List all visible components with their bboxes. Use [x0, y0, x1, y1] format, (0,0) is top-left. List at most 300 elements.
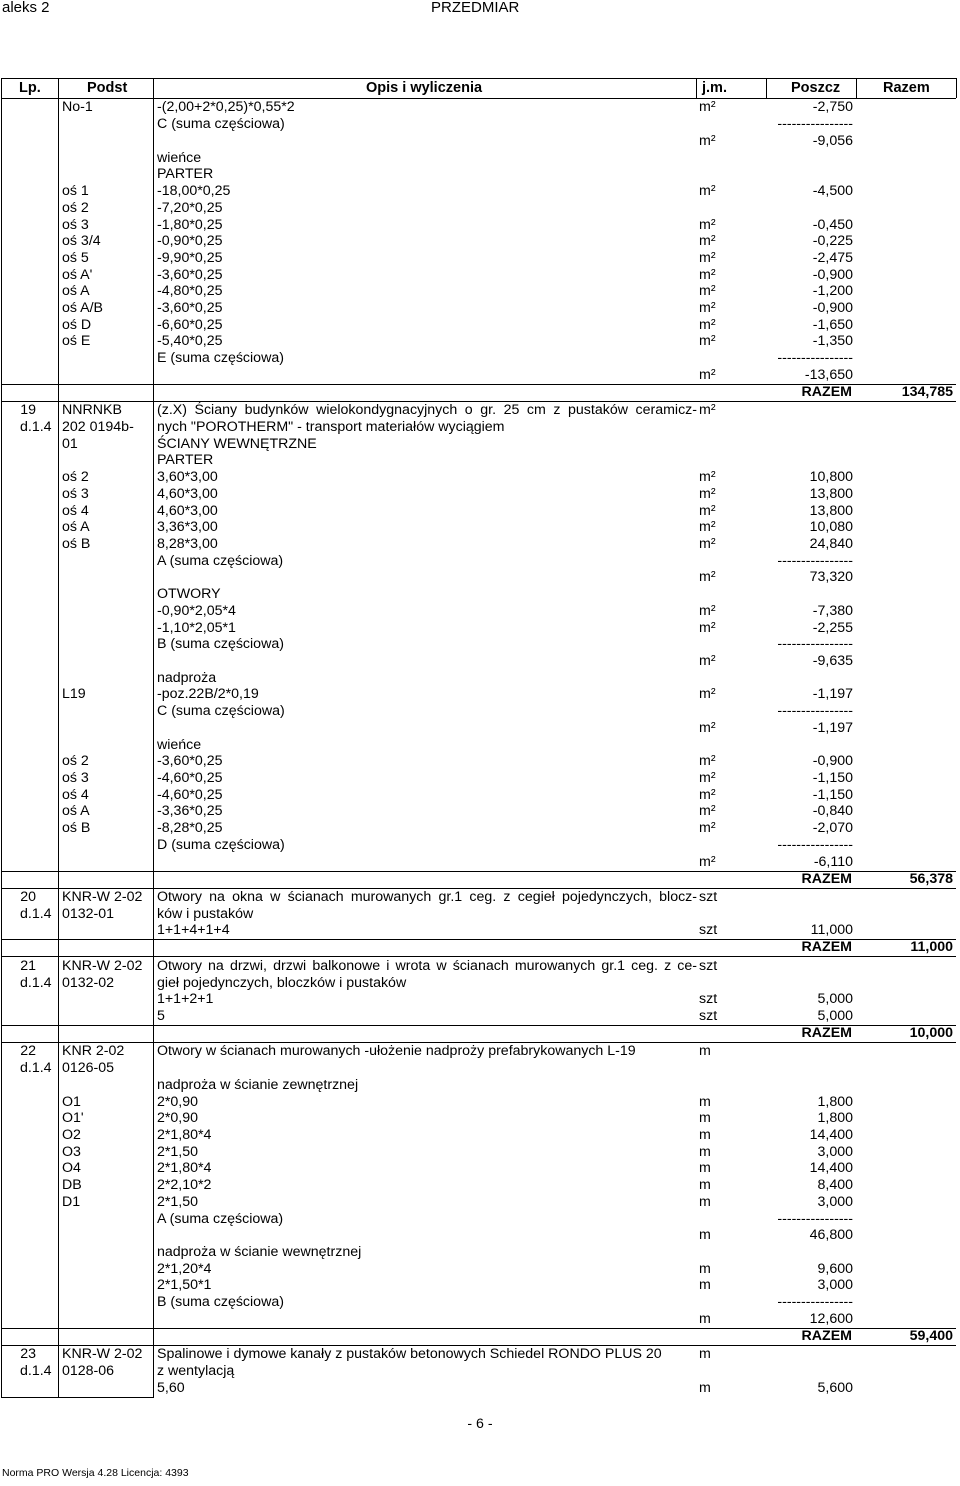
row-lp-sub: d.1.4: [20, 419, 52, 435]
row-poszcz: -1,197: [812, 720, 853, 736]
row-podstawa: 01: [62, 436, 78, 452]
row-jm: m²: [699, 503, 716, 519]
row-lp-sub: d.1.4: [20, 1060, 52, 1076]
table-row: [0, 1110, 960, 1127]
row-opis: B (suma częściowa): [157, 1294, 284, 1310]
table-row: [0, 553, 960, 570]
row-podstawa: oś 1: [62, 183, 89, 199]
row-opis: E (suma częściowa): [157, 350, 284, 366]
row-poszcz: ----------------: [777, 837, 853, 853]
table-row: [0, 1261, 960, 1278]
table-row: [0, 317, 960, 334]
row-opis: -6,60*0,25: [157, 317, 223, 333]
table-row: [0, 116, 960, 133]
table-row: [0, 670, 960, 687]
row-opis: gieł pojedynczych, bloczków i pustaków: [157, 975, 407, 991]
row-razem-value: 11,000: [910, 939, 953, 955]
row-poszcz: 5,600: [817, 1380, 853, 1396]
row-podstawa: oś A/B: [62, 300, 104, 316]
row-jm: m²: [699, 99, 716, 115]
row-jm: m²: [699, 720, 716, 736]
row-opis: 5: [157, 1008, 165, 1024]
row-jm: m²: [699, 300, 716, 316]
table-row: [0, 486, 960, 503]
row-jm: m²: [699, 569, 716, 585]
table-row: [0, 871, 960, 888]
table-row: [0, 1294, 960, 1311]
row-poszcz: -1,350: [812, 333, 853, 349]
row-jm: m: [699, 1194, 711, 1210]
table-rule-bottom: [1, 1397, 154, 1398]
table-row: [0, 283, 960, 300]
row-jm: m²: [699, 402, 716, 418]
table-row: [0, 1060, 960, 1077]
row-jm: m²: [699, 469, 716, 485]
row-razem-value: 56,378: [909, 871, 953, 887]
table-row: [0, 820, 960, 837]
row-lp: 20: [20, 889, 36, 905]
table-row: [0, 753, 960, 770]
row-razem-value: 59,400: [909, 1328, 953, 1344]
row-opis: 4,60*3,00: [157, 486, 218, 502]
page-header: [0, 0, 960, 20]
row-opis: B (suma częściowa): [157, 636, 284, 652]
table-row: [0, 300, 960, 317]
row-opis: -poz.22B/2*0,19: [157, 686, 259, 702]
row-opis: -18,00*0,25: [157, 183, 231, 199]
row-opis: -(2,00+2*0,25)*0,55*2: [157, 99, 295, 115]
header-rule-top: [1, 78, 956, 79]
table-border-right: [956, 78, 957, 98]
table-row: [0, 536, 960, 553]
table-row: [0, 922, 960, 939]
row-poszcz: 24,840: [809, 536, 853, 552]
row-opis: 2*1,80*4: [157, 1127, 212, 1143]
row-podstawa: oś A: [62, 803, 90, 819]
row-podstawa: oś A: [62, 519, 90, 535]
row-podstawa: KNR-W 2-02: [62, 889, 143, 905]
row-poszcz: 14,400: [809, 1160, 853, 1176]
row-poszcz: -13,650: [804, 367, 853, 383]
table-row: [0, 1380, 960, 1397]
table-row: [0, 991, 960, 1008]
row-opis: wieńce: [157, 150, 202, 166]
row-poszcz: 3,000: [817, 1194, 853, 1210]
row-jm: m²: [699, 519, 716, 535]
row-jm: m: [699, 1177, 711, 1193]
row-jm: m²: [699, 486, 716, 502]
row-opis: 2*0,90: [157, 1094, 199, 1110]
row-podstawa: 0132-02: [62, 975, 115, 991]
row-poszcz: -9,635: [812, 653, 853, 669]
row-opis: -5,40*0,25: [157, 333, 223, 349]
row-opis: 4,60*3,00: [157, 503, 218, 519]
row-podstawa: KNR-W 2-02: [62, 1346, 143, 1362]
table-row: [0, 99, 960, 116]
table-row: [0, 737, 960, 754]
table-row: [0, 350, 960, 367]
row-poszcz: 5,000: [817, 1008, 853, 1024]
col-divider-4: [766, 78, 767, 98]
row-poszcz: -1,650: [812, 317, 853, 333]
row-poszcz: -2,750: [812, 99, 853, 115]
table-row: [0, 519, 960, 536]
table-row: [0, 958, 960, 975]
row-opis: 2*1,20*4: [157, 1261, 212, 1277]
row-poszcz: ----------------: [777, 1211, 853, 1227]
row-podstawa: L19: [62, 686, 86, 702]
table-row: [0, 1043, 960, 1060]
table-row: [0, 233, 960, 250]
row-opis: [157, 402, 697, 418]
row-podstawa: oś A': [62, 267, 93, 283]
row-podstawa: No-1: [62, 99, 93, 115]
row-razem-value: 10,000: [909, 1025, 953, 1041]
row-jm: m²: [699, 283, 716, 299]
row-poszcz: 8,400: [817, 1177, 853, 1193]
row-jm: m: [699, 1094, 711, 1110]
table-row: [0, 854, 960, 871]
row-opis: -3,60*0,25: [157, 300, 223, 316]
row-opis: D (suma częściowa): [157, 837, 285, 853]
table-row: [0, 569, 960, 586]
row-poszcz: 10,800: [809, 469, 853, 485]
row-jm: m²: [699, 367, 716, 383]
row-jm: m²: [699, 753, 716, 769]
row-podstawa: oś A: [62, 283, 90, 299]
table-row: [0, 975, 960, 992]
row-opis: 2*1,50: [157, 1144, 199, 1160]
table-row: [0, 150, 960, 167]
row-podstawa: oś 5: [62, 250, 89, 266]
row-opis: -4,60*0,25: [157, 770, 223, 786]
table-row: [0, 837, 960, 854]
row-opis: 3,36*3,00: [157, 519, 218, 535]
table-row: [0, 1177, 960, 1194]
row-poszcz: 1,800: [817, 1094, 853, 1110]
row-opis: 2*1,50*1: [157, 1277, 212, 1293]
table-row: [0, 1008, 960, 1025]
table-row: [0, 333, 960, 350]
row-podstawa: oś B: [62, 536, 91, 552]
row-podstawa: oś B: [62, 820, 91, 836]
row-opis: 5,60: [157, 1380, 185, 1396]
row-jm: m²: [699, 333, 716, 349]
row-poszcz: ----------------: [777, 703, 853, 719]
row-lp-sub: d.1.4: [20, 1363, 52, 1379]
row-poszcz: -1,197: [812, 686, 853, 702]
row-jm: m²: [699, 536, 716, 552]
table-row: [0, 1346, 960, 1363]
row-podstawa: oś E: [62, 333, 91, 349]
table-row: [0, 906, 960, 923]
row-opis: wieńce: [157, 737, 202, 753]
footer-license: Norma PRO Wersja 4.28 Licencja: 4393: [2, 1467, 189, 1479]
row-opis: [157, 889, 697, 905]
row-poszcz: 11,000: [810, 922, 853, 938]
row-opis: Otwory w ścianach murowanych -ułożenie nadproży prefabrykowanych L-19: [157, 1043, 636, 1059]
table-row: [0, 250, 960, 267]
row-opis-text: Otwory na drzwi, drzwi balkonowe i wrota w ścianach murowanych gr.1 ceg. z ce-: [157, 958, 697, 974]
row-jm: m²: [699, 250, 716, 266]
row-razem-label: RAZEM: [801, 1025, 852, 1041]
table-row: [0, 620, 960, 637]
row-opis-text: Otwory na okna w ścianach murowanych gr.1 ceg. z cegieł pojedynczych, blocz-: [157, 889, 697, 905]
col-poszcz: Poszcz: [791, 80, 841, 96]
row-opis: 2*1,50: [157, 1194, 199, 1210]
row-opis: nadproża: [157, 670, 217, 686]
row-opis: ŚCIANY WEWNĘTRZNE: [157, 436, 317, 452]
row-podstawa: 202 0194b-: [62, 419, 134, 435]
row-poszcz: -9,056: [812, 133, 853, 149]
row-poszcz: 9,600: [817, 1261, 853, 1277]
row-jm: m: [699, 1261, 711, 1277]
row-jm: m²: [699, 854, 716, 870]
row-opis: 2*0,90: [157, 1110, 199, 1126]
row-opis: 2*1,80*4: [157, 1160, 212, 1176]
row-jm: m²: [699, 820, 716, 836]
row-jm: m²: [699, 653, 716, 669]
row-opis: nych "POROTHERM" - transport materiałów wyciągiem: [157, 419, 505, 435]
row-poszcz: -0,900: [812, 753, 853, 769]
row-podstawa: KNR-W 2-02: [62, 958, 143, 974]
row-opis-text: (z.X) Ściany budynków wielokondygnacyjnych o gr. 25 cm z pustaków ceramicz-: [157, 402, 697, 418]
row-poszcz: -0,840: [812, 803, 853, 819]
table-row: [0, 1244, 960, 1261]
row-opis: ków i pustaków: [157, 906, 254, 922]
row-opis: -1,80*0,25: [157, 217, 223, 233]
row-jm: m²: [699, 620, 716, 636]
table-row: [0, 1094, 960, 1111]
table-row: [0, 217, 960, 234]
row-podstawa: O4: [62, 1160, 81, 1176]
row-opis: -9,90*0,25: [157, 250, 223, 266]
table-row: [0, 1144, 960, 1161]
row-jm: m: [699, 1346, 711, 1362]
row-jm: szt: [699, 889, 718, 905]
row-poszcz: 1,800: [817, 1110, 853, 1126]
table-row: [0, 1025, 960, 1042]
row-jm: m: [699, 1311, 711, 1327]
table-row: [0, 1328, 960, 1345]
table-row: [0, 367, 960, 384]
table-row: [0, 1277, 960, 1294]
row-poszcz: ----------------: [777, 116, 853, 132]
header-title: PRZEDMIAR: [431, 0, 520, 16]
table-row: [0, 452, 960, 469]
row-jm: szt: [699, 922, 718, 938]
row-opis: 1+1+2+1: [157, 991, 214, 1007]
row-poszcz: ----------------: [777, 1294, 853, 1310]
table-row: [0, 720, 960, 737]
table-row: [0, 1227, 960, 1244]
row-opis: -4,80*0,25: [157, 283, 223, 299]
row-poszcz: -0,900: [812, 267, 853, 283]
row-opis: -0,90*2,05*4: [157, 603, 236, 619]
table-row: [0, 586, 960, 603]
row-poszcz: -0,450: [812, 217, 853, 233]
table-row: [0, 436, 960, 453]
row-poszcz: 5,000: [817, 991, 853, 1007]
row-poszcz: 13,800: [809, 486, 853, 502]
row-poszcz: 13,800: [809, 503, 853, 519]
row-podstawa: oś 3: [62, 486, 89, 502]
row-jm: szt: [699, 1008, 718, 1024]
row-podstawa: O3: [62, 1144, 81, 1160]
row-jm: szt: [699, 991, 718, 1007]
row-opis: [157, 958, 697, 974]
row-poszcz: -6,110: [813, 854, 853, 870]
row-jm: m²: [699, 267, 716, 283]
row-opis: 8,28*3,00: [157, 536, 218, 552]
table-row: [0, 384, 960, 401]
row-jm: m²: [699, 686, 716, 702]
table-row: [0, 770, 960, 787]
row-poszcz: -2,475: [812, 250, 853, 266]
page-number: - 6 -: [467, 1416, 493, 1432]
row-opis: A (suma częściowa): [157, 553, 284, 569]
row-opis: -3,36*0,25: [157, 803, 223, 819]
row-opis: 3,60*3,00: [157, 469, 218, 485]
row-poszcz: 46,800: [809, 1227, 853, 1243]
row-opis: -4,60*0,25: [157, 787, 223, 803]
table-row: [0, 1194, 960, 1211]
row-podstawa: oś 2: [62, 469, 89, 485]
row-lp-sub: d.1.4: [20, 975, 52, 991]
row-poszcz: ----------------: [777, 350, 853, 366]
row-podstawa: 0132-01: [62, 906, 115, 922]
row-opis: OTWORY: [157, 586, 221, 602]
row-opis: nadproża w ścianie zewnętrznej: [157, 1077, 359, 1093]
row-jm: m²: [699, 803, 716, 819]
row-opis: nadproża w ścianie wewnętrznej: [157, 1244, 362, 1260]
row-jm: m: [699, 1127, 711, 1143]
table-row: [0, 686, 960, 703]
row-opis: PARTER: [157, 452, 214, 468]
row-poszcz: ----------------: [777, 636, 853, 652]
table-row: [0, 939, 960, 956]
row-poszcz: -1,150: [812, 770, 853, 786]
table-row: [0, 402, 960, 419]
row-lp: 21: [20, 958, 36, 974]
row-podstawa: oś 3/4: [62, 233, 101, 249]
table-row: [0, 1311, 960, 1328]
row-poszcz: -4,500: [812, 183, 853, 199]
row-podstawa: O1': [62, 1110, 84, 1126]
table-row: [0, 469, 960, 486]
table-row: [0, 200, 960, 217]
row-poszcz: -2,070: [812, 820, 853, 836]
row-opis: z wentylacją: [157, 1363, 235, 1379]
table-row: [0, 1211, 960, 1228]
col-divider-5: [856, 78, 857, 98]
row-lp: 22: [20, 1043, 36, 1059]
row-lp-sub: d.1.4: [20, 906, 52, 922]
row-jm: m²: [699, 183, 716, 199]
row-lp: 23: [20, 1346, 36, 1362]
row-poszcz: 3,000: [817, 1277, 853, 1293]
row-poszcz: -7,380: [812, 603, 853, 619]
row-opis: -0,90*0,25: [157, 233, 223, 249]
row-opis: PARTER: [157, 166, 214, 182]
row-podstawa: DB: [62, 1177, 82, 1193]
col-jm: j.m.: [702, 80, 727, 96]
table-row: [0, 787, 960, 804]
row-poszcz: -0,900: [812, 300, 853, 316]
row-jm: m: [699, 1144, 711, 1160]
table-row: [0, 703, 960, 720]
row-podstawa: NNRNKB: [62, 402, 122, 418]
row-podstawa: oś 2: [62, 753, 89, 769]
table-row: [0, 1160, 960, 1177]
table-row: [0, 653, 960, 670]
row-razem-label: RAZEM: [801, 1328, 852, 1344]
row-opis: A (suma częściowa): [157, 1211, 284, 1227]
row-opis: 1+1+4+1+4: [157, 922, 230, 938]
row-jm: szt: [699, 958, 718, 974]
table-row: [0, 166, 960, 183]
row-jm: m²: [699, 317, 716, 333]
col-opis: Opis i wyliczenia: [366, 80, 483, 96]
row-razem-label: RAZEM: [801, 939, 852, 955]
row-jm: m²: [699, 133, 716, 149]
row-podstawa: oś 3: [62, 217, 89, 233]
table-row: [0, 133, 960, 150]
row-podstawa: oś 4: [62, 787, 89, 803]
row-poszcz: 10,080: [809, 519, 853, 535]
col-podst: Podst: [87, 80, 128, 96]
row-opis: -3,60*0,25: [157, 753, 223, 769]
row-podstawa: D1: [62, 1194, 81, 1210]
row-opis: 2*2,10*2: [157, 1177, 212, 1193]
table-row: [0, 803, 960, 820]
row-podstawa: oś 4: [62, 503, 89, 519]
col-razem: Razem: [883, 80, 930, 96]
row-jm: m: [699, 1110, 711, 1126]
row-razem-label: RAZEM: [801, 871, 852, 887]
header-left: aleks 2: [2, 0, 50, 16]
row-poszcz: 12,600: [809, 1311, 853, 1327]
table-row: [0, 889, 960, 906]
row-podstawa: oś D: [62, 317, 92, 333]
table-row: [0, 183, 960, 200]
row-razem-label: RAZEM: [801, 384, 852, 400]
row-jm: m: [699, 1160, 711, 1176]
column-headers: [0, 80, 960, 100]
row-podstawa: oś 3: [62, 770, 89, 786]
table-row: [0, 636, 960, 653]
row-jm: m: [699, 1043, 711, 1059]
row-jm: m²: [699, 770, 716, 786]
row-opis: -8,28*0,25: [157, 820, 223, 836]
table-row: [0, 1363, 960, 1380]
table-row: [0, 419, 960, 436]
row-podstawa: KNR 2-02: [62, 1043, 125, 1059]
row-opis: -7,20*0,25: [157, 200, 223, 216]
row-jm: m: [699, 1227, 711, 1243]
table-row: [0, 267, 960, 284]
row-poszcz: ----------------: [777, 553, 853, 569]
row-podstawa: 0128-06: [62, 1363, 115, 1379]
row-podstawa: O2: [62, 1127, 81, 1143]
row-opis: -3,60*0,25: [157, 267, 223, 283]
row-poszcz: -1,150: [812, 787, 853, 803]
row-podstawa: O1: [62, 1094, 81, 1110]
row-poszcz: 73,320: [809, 569, 853, 585]
table-row: [0, 1077, 960, 1094]
row-poszcz: 3,000: [817, 1144, 853, 1160]
row-jm: m²: [699, 603, 716, 619]
